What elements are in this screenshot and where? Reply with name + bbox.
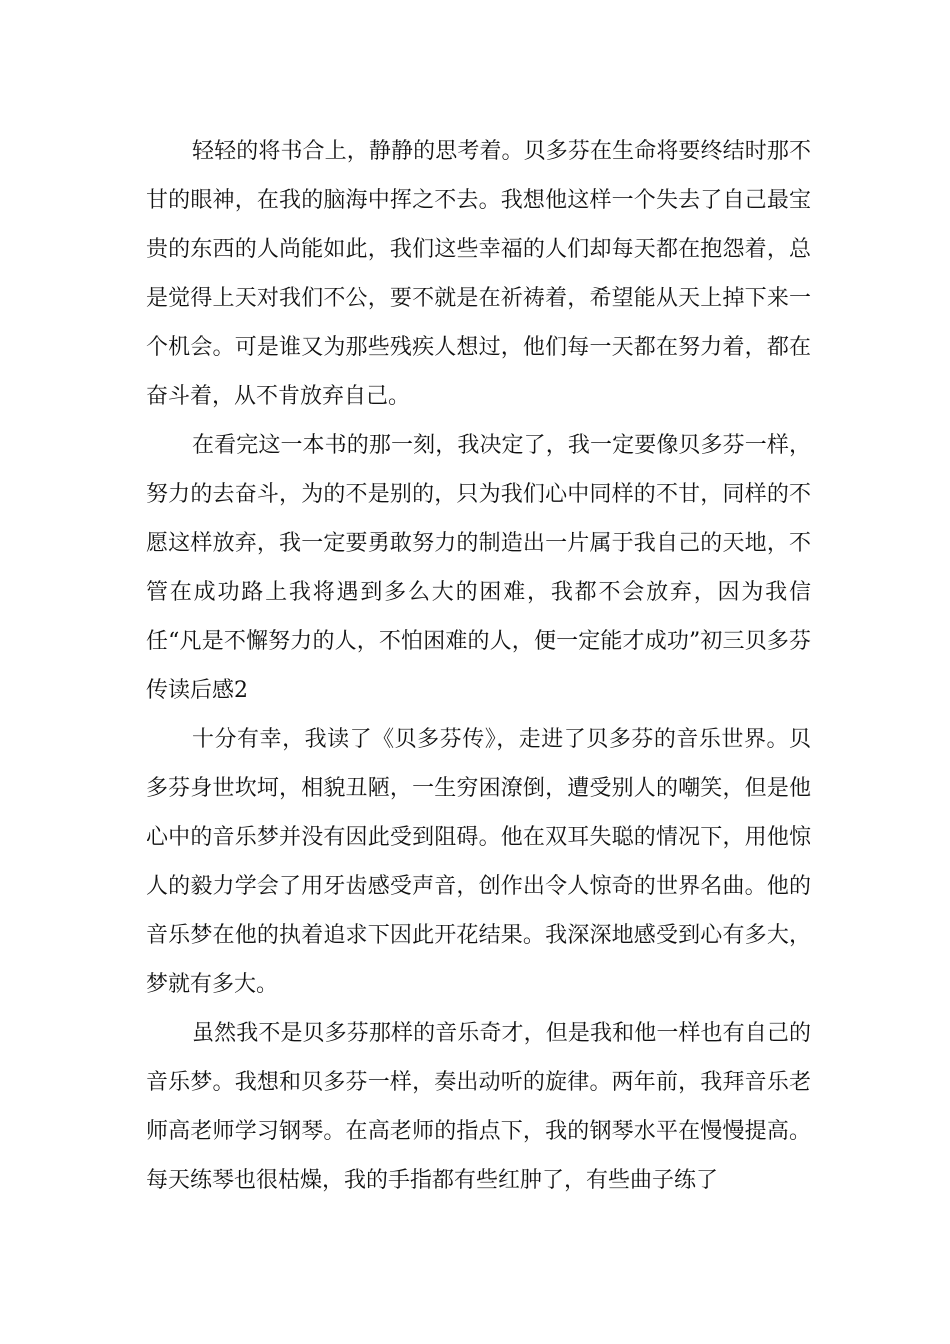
- paragraph-2: 在看完这一本书的那一刻，我决定了，我一定要像贝多芬一样，努力的去奋斗，为的不是别的，只为我们心中同样的不甘，同样的不愿这样放弃，我一定要勇敢努力的制造出一片属于我自己的天地，不管在成功路上我将遇到多么大的困难，我都不会放弃，因为我信任“凡是不懈努力的人，不怕困难的人，便一定能才成功”初三贝多芬传读后感2: [146, 433, 811, 703]
- paragraph-3: 十分有幸，我读了《贝多芬传》，走进了贝多芬的音乐世界。贝多芬身世坎坷，相貌丑陋，一生穷困潦倒，遭受别人的嘲笑，但是他心中的音乐梦并没有因此受到阻碍。他在双耳失聪的情况下，用他惊人的毅力学会了用牙齿感受声音，创作出令人惊奇的世界名曲。他的音乐梦在他的执着追求下因此开花结果。我深深地感受到心有多大，梦就有多大。: [146, 727, 811, 997]
- document-body: [146, 127, 811, 1205]
- paragraph-1: 轻轻的将书合上，静静的思考着。贝多芬在生命将要终结时那不甘的眼神，在我的脑海中挥之不去。我想他这样一个失去了自己最宝贵的东西的人尚能如此，我们这些幸福的人们却每天都在抱怨着，总是觉得上天对我们不公，要不就是在祈祷着，希望能从天上掉下来一个机会。可是谁又为那些残疾人想过，他们每一天都在努力着，都在奋斗着，从不肯放弃自己。: [146, 139, 811, 409]
- paragraph-4: 虽然我不是贝多芬那样的音乐奇才，但是我和他一样也有自己的音乐梦。我想和贝多芬一样，奏出动听的旋律。两年前，我拜音乐老师高老师学习钢琴。在高老师的指点下，我的钢琴水平在慢慢提高。每天练琴也很枯燥，我的手指都有些红肿了，有些曲子练了: [146, 1021, 811, 1193]
